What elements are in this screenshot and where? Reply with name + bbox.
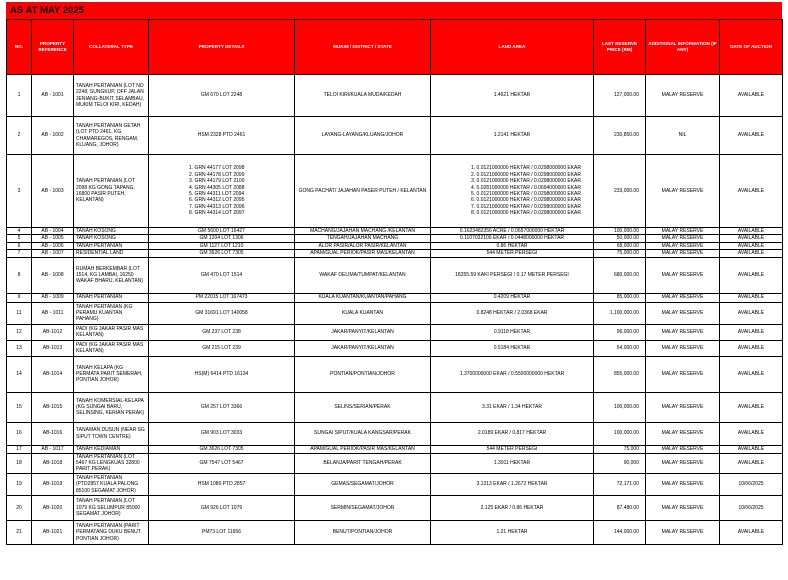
- property-details-line: GM 237 LOT 238: [202, 328, 241, 335]
- land-area-line: 0.86 HEKTAR: [496, 242, 528, 249]
- cell-mukim-district-state: SUNGAI SIPUT/KUALA KANGSAR/PERAK: [295, 422, 431, 445]
- cell-land-area: [431, 235, 594, 242]
- cell-no: 12: [7, 324, 32, 340]
- property-details-line: GM 31691 LOT 140058: [195, 309, 248, 316]
- table-row: [7, 324, 783, 340]
- land-area-line: 0.9118 HEKTAR: [493, 328, 531, 335]
- cell-no: 16: [7, 422, 32, 445]
- property-details-line: GM 470 LOT 1514: [200, 271, 243, 278]
- property-details-line: GM 3626 LOT 7305: [199, 250, 244, 257]
- cell-property-details: [149, 293, 295, 302]
- cell-date-of-auction: AVAILABLE: [720, 392, 783, 422]
- cell-collateral-type: PADI (KG JAKAR PASIR MAS KELANTAN): [74, 340, 149, 356]
- cell-property-details: [149, 155, 295, 228]
- cell-last-reserve-price: 75,000.00: [594, 250, 646, 257]
- cell-date-of-auction: AVAILABLE: [720, 302, 783, 324]
- cell-property-details: [149, 117, 295, 155]
- cell-mukim-district-state: APAM/GUAL PERIOK/PASIR MAS/KELANTAN: [295, 250, 431, 257]
- cell-additional-information: MALAY RESERVE: [646, 235, 720, 242]
- property-details-line: GM 926 LOT 1079: [200, 504, 243, 511]
- land-area-line: 1.2141 HEKTAR: [493, 132, 531, 139]
- property-details-line: 2. GRN 44178 LOT 2099: [189, 171, 245, 178]
- cell-collateral-type: TANAH PERTANIAN (LOT 5467 KG LENGKUAS 32800 PARIT PERAK): [74, 453, 149, 473]
- cell-property-reference: AB - 1017: [32, 445, 74, 453]
- cell-date-of-auction: AVAILABLE: [720, 117, 783, 155]
- cell-last-reserve-price: 100,000.00: [594, 422, 646, 445]
- land-area-line: 1. 0.0121000000 HEKTAR / 0.0298000000 EKAR: [471, 165, 581, 172]
- cell-collateral-type: TANAH KOSONG: [74, 228, 149, 235]
- cell-date-of-auction: AVAILABLE: [720, 445, 783, 453]
- cell-additional-information: MALAY RESERVE: [646, 75, 720, 117]
- cell-last-reserve-price: 68,000.00: [594, 242, 646, 249]
- cell-land-area: [431, 495, 594, 520]
- cell-collateral-type: TANAH KOSONG: [74, 235, 149, 242]
- property-details-line: 1. GRN 44177 LOT 2098: [189, 165, 245, 172]
- property-details-line: GM 670 LOT 2248: [200, 92, 243, 99]
- cell-mukim-district-state: JAKAR/PANYIT/KELANTAN: [295, 324, 431, 340]
- cell-last-reserve-price: 50,000.00: [594, 235, 646, 242]
- cell-land-area: [431, 75, 594, 117]
- table-row: [7, 473, 783, 495]
- cell-no: 5: [7, 235, 32, 242]
- cell-additional-information: MALAY RESERVE: [646, 445, 720, 453]
- property-details-line: 8. GRN 44314 LOT 2097: [189, 210, 245, 217]
- cell-land-area: [431, 324, 594, 340]
- cell-property-reference: AB - 1006: [32, 242, 74, 249]
- cell-mukim-district-state: GEMAS/SEGAMAT/JOHOR: [295, 473, 431, 495]
- cell-date-of-auction: AVAILABLE: [720, 75, 783, 117]
- table-row: [7, 75, 783, 117]
- header-no: NO.: [7, 20, 32, 75]
- cell-land-area: [431, 356, 594, 392]
- cell-additional-information: MALAY RESERVE: [646, 228, 720, 235]
- cell-property-reference: AB-1019: [32, 473, 74, 495]
- land-area-line: 0.1623482356 ACRE / 0.0657000000 HEKTAR: [459, 228, 565, 234]
- cell-collateral-type: RUMAH BERKEMBAR (LOT 1514, KG LAMBAI, 16250 WAKAF BHARU, KELANTAN): [74, 257, 149, 293]
- cell-collateral-type: TANAH KOMERSIAL-KELAPA (KG SUNGAI BARU, SELINSING, KERIAN PERAK): [74, 392, 149, 422]
- cell-mukim-district-state: APAM/GUAL PERIOK/PASIR MAS/KELANTAN: [295, 445, 431, 453]
- property-details-line: GM 257 LOT 3366: [200, 403, 243, 410]
- cell-property-details: [149, 473, 295, 495]
- cell-additional-information: MALAY RESERVE: [646, 155, 720, 228]
- header-mukim-district-state: MUKIM / DISTRICT / STATE: [295, 20, 431, 75]
- cell-date-of-auction: AVAILABLE: [720, 356, 783, 392]
- cell-additional-information: MALAY RESERVE: [646, 293, 720, 302]
- cell-mukim-district-state: TENGAH/JAJAHAN MACHANG: [295, 235, 431, 242]
- cell-property-reference: AB-1015: [32, 392, 74, 422]
- cell-property-details: [149, 302, 295, 324]
- cell-property-reference: AB-1014: [32, 356, 74, 392]
- cell-property-details: [149, 422, 295, 445]
- cell-mukim-district-state: WAKAF DELIMA/TUMPAT/KELANTAN: [295, 257, 431, 293]
- cell-property-reference: AB-1012: [32, 324, 74, 340]
- cell-date-of-auction: AVAILABLE: [720, 520, 783, 544]
- cell-land-area: [431, 520, 594, 544]
- cell-mukim-district-state: TELOI KIRI/KUALA MUDA/KEDAH: [295, 75, 431, 117]
- table-row: [7, 228, 783, 235]
- cell-property-reference: AB-1020: [32, 495, 74, 520]
- cell-last-reserve-price: 54,000.00: [594, 340, 646, 356]
- cell-property-details: [149, 356, 295, 392]
- cell-no: 2: [7, 117, 32, 155]
- cell-property-reference: AB - 1005: [32, 235, 74, 242]
- cell-mukim-district-state: PONTIAN/PONTIAN/JOHOR: [295, 356, 431, 392]
- cell-additional-information: MALAY RESERVE: [646, 340, 720, 356]
- cell-mukim-district-state: KUALA KUANTAN: [295, 302, 431, 324]
- land-area-line: 6. 0.0121000000 HEKTAR / 0.0298000000 EKAR: [471, 197, 581, 204]
- cell-last-reserve-price: 90,000: [594, 453, 646, 473]
- cell-land-area: [431, 250, 594, 257]
- table-row: [7, 495, 783, 520]
- cell-mukim-district-state: GONG PACHAT/ JAJAHAN PASER PUTEH / KELANTAN: [295, 155, 431, 228]
- land-area-line: 1.21 HEKTAR: [496, 529, 528, 536]
- cell-collateral-type: TANAH PERTANIAN: [74, 242, 149, 249]
- cell-mukim-district-state: SELINS/SERIAN/PERAK: [295, 392, 431, 422]
- table-row: [7, 340, 783, 356]
- table-body: [7, 75, 783, 545]
- cell-additional-information: MALAY RESERVE: [646, 495, 720, 520]
- cell-additional-information: MALAY RESERVE: [646, 250, 720, 257]
- cell-property-reference: AB - 1001: [32, 75, 74, 117]
- cell-collateral-type: TANAH PERTANIAN (LOT 2098 KG GONG TAPANG, 16800 PASIR PUTEH, KELANTAN): [74, 155, 149, 228]
- cell-additional-information: NIL: [646, 117, 720, 155]
- header-land-area: LAND AREA: [431, 20, 594, 75]
- cell-additional-information: MALAY RESERVE: [646, 520, 720, 544]
- cell-date-of-auction: 10/06/2025: [720, 495, 783, 520]
- cell-no: 18: [7, 453, 32, 473]
- table-row: [7, 445, 783, 453]
- table-row: [7, 392, 783, 422]
- cell-property-reference: AB-1013: [32, 340, 74, 356]
- cell-last-reserve-price: 127,000.00: [594, 75, 646, 117]
- cell-date-of-auction: 10/06/2025: [720, 473, 783, 495]
- property-details-line: GM 215 LOT 239: [202, 344, 241, 351]
- cell-last-reserve-price: 230,850.00: [594, 117, 646, 155]
- property-details-line: HSM 2328 PTD 2461: [197, 132, 246, 139]
- cell-mukim-district-state: JAKAR/PANYIT/KELANTAN: [295, 340, 431, 356]
- cell-last-reserve-price: 75,000: [594, 445, 646, 453]
- cell-date-of-auction: AVAILABLE: [720, 242, 783, 249]
- property-details-line: GM 903 LOT 3033: [200, 430, 243, 437]
- land-area-line: 1.4621 HEKTAR: [493, 92, 531, 99]
- cell-last-reserve-price: 100,000.00: [594, 228, 646, 235]
- cell-property-details: [149, 75, 295, 117]
- header-property-details: PROPERTY DETAILS: [149, 20, 295, 75]
- cell-property-details: [149, 242, 295, 249]
- cell-property-details: [149, 495, 295, 520]
- property-details-line: GM 3626 LOT 7305: [199, 445, 244, 452]
- cell-collateral-type: TANAH PERTANIAN GETAH (LOT PTD 2461, KG CHAMAREGOS, RENGAM, KLUANG, JOHOR): [74, 117, 149, 155]
- land-area-line: 2.125 EKAR / 0.86 HEKTAR: [480, 504, 544, 511]
- property-details-line: 4. GRN 44305 LOT 2088: [189, 184, 245, 191]
- property-details-line: GM 1204 LOT 1306: [199, 235, 244, 242]
- table-row: [7, 235, 783, 242]
- cell-no: 11: [7, 302, 32, 324]
- land-area-line: 0.5184 HEKTAR: [493, 344, 531, 351]
- cell-property-details: [149, 453, 295, 473]
- cell-date-of-auction: AVAILABLE: [720, 340, 783, 356]
- cell-property-details: [149, 250, 295, 257]
- cell-collateral-type: RESIDENTIAL LAND: [74, 250, 149, 257]
- cell-date-of-auction: AVAILABLE: [720, 257, 783, 293]
- cell-mukim-district-state: SERMIN/SEGAMAT/JOHOR: [295, 495, 431, 520]
- cell-mukim-district-state: KUALA KUANTAN/KUANTAN/PAHANG: [295, 293, 431, 302]
- cell-collateral-type: TANAH PERTANIAN (PARIT PERMATANG DUKU BENUT PONTIAN JOHOR): [74, 520, 149, 544]
- cell-date-of-auction: AVAILABLE: [720, 422, 783, 445]
- cell-last-reserve-price: 96,000.00: [594, 324, 646, 340]
- header-last-reserve-price: LAST RESERVE PRICE (RM): [594, 20, 646, 75]
- table-header-row: [7, 20, 783, 75]
- land-area-line: 0.1107032109 EKAR / 0.0448000000 HEKTAR: [459, 235, 565, 242]
- cell-property-details: [149, 324, 295, 340]
- land-area-line: 1.3911 HEKTAR: [493, 460, 531, 467]
- cell-collateral-type: TANAH PERTANIAN (LOT 1079 KG SELUMPUR 85000 SEGAMAT JOHOR): [74, 495, 149, 520]
- cell-collateral-type: TANAH PERTANIAN (KG PERAMU KUANTAN PAHANG): [74, 302, 149, 324]
- cell-no: 21: [7, 520, 32, 544]
- cell-property-reference: AB-1021: [32, 520, 74, 544]
- cell-date-of-auction: AVAILABLE: [720, 324, 783, 340]
- cell-collateral-type: PADI (KG JAKAR PASIR MAS KELANTAN): [74, 324, 149, 340]
- header-property-reference: PROPERTY REFERENCE: [32, 20, 74, 75]
- cell-no: 7: [7, 250, 32, 257]
- cell-collateral-type: TANAH KELAPA (KG PERMATA PARIT SEMERAH, PONTIAN JOHOR): [74, 356, 149, 392]
- cell-mukim-district-state: BENUT/PONTIAN/JOHOR: [295, 520, 431, 544]
- cell-property-reference: AB - 1004: [32, 228, 74, 235]
- cell-no: 17: [7, 445, 32, 453]
- land-area-line: 4. 0.0281000000 HEKTAR / 0.0694000000 EKAR: [471, 184, 581, 191]
- table-row: [7, 293, 783, 302]
- property-details-line: HSM 1080 PTD 2857: [197, 481, 246, 488]
- cell-no: 8: [7, 257, 32, 293]
- property-details-line: 3. GRN 44179 LOT 2100: [189, 178, 245, 185]
- cell-no: 4: [7, 228, 32, 235]
- table-row: [7, 250, 783, 257]
- cell-no: 3: [7, 155, 32, 228]
- property-details-line: GM 5600 LOT 16427: [198, 228, 245, 234]
- cell-last-reserve-price: 87,480.00: [594, 495, 646, 520]
- cell-property-details: [149, 228, 295, 235]
- cell-additional-information: MALAY RESERVE: [646, 242, 720, 249]
- cell-date-of-auction: AVAILABLE: [720, 235, 783, 242]
- cell-mukim-district-state: BELANJA/PARIT TENGAH/PERAK: [295, 453, 431, 473]
- cell-last-reserve-price: 855,000.00: [594, 356, 646, 392]
- cell-property-details: [149, 520, 295, 544]
- cell-property-details: [149, 445, 295, 453]
- cell-collateral-type: TANAH PERTANIAN (LOT NO 2248, SUNGKUP, OFF JALAN JENIANG-BUKIT SELAMBAU, MUKIM TELOI KIRI, KEDAH): [74, 75, 149, 117]
- property-details-line: 7. GRN 44313 LOT 2096: [189, 203, 245, 210]
- cell-additional-information: MALAY RESERVE: [646, 473, 720, 495]
- property-details-line: 5. GRN 44311 LOT 2094: [189, 191, 245, 197]
- table-row: [7, 520, 783, 544]
- land-area-line: 0.8248 HEKTAR / 2.0368 EKAR: [476, 309, 548, 316]
- cell-no: 9: [7, 293, 32, 302]
- property-details-line: 6. GRN 44312 LOT 2095: [189, 197, 245, 204]
- land-area-line: 2. 0.0121000000 HEKTAR / 0.0298000000 EKAR: [471, 171, 581, 178]
- cell-property-reference: AB - 1009: [32, 293, 74, 302]
- cell-no: 19: [7, 473, 32, 495]
- land-area-line: 3.1313 EKAR / 1.2672 HEKTAR: [476, 481, 548, 488]
- cell-land-area: [431, 302, 594, 324]
- cell-land-area: [431, 117, 594, 155]
- table-row: [7, 242, 783, 249]
- cell-last-reserve-price: 233,000.00: [594, 155, 646, 228]
- cell-collateral-type: TANAH KEDIAMAN: [74, 445, 149, 453]
- header-collateral-type: COLLATERAL TYPE: [74, 20, 149, 75]
- cell-no: 15: [7, 392, 32, 422]
- property-details-line: PM73 LOT 11656: [201, 529, 241, 536]
- land-area-line: 8. 0.0121000000 HEKTAR / 0.0298000000 EKAR: [471, 210, 581, 217]
- cell-land-area: [431, 473, 594, 495]
- cell-land-area: [431, 242, 594, 249]
- cell-collateral-type: TANAMAN DUSUN (NEAR SG SIPUT TOWN CENTRE): [74, 422, 149, 445]
- property-details-line: GM 7547 LOT 5467: [199, 460, 244, 467]
- cell-additional-information: MALAY RESERVE: [646, 324, 720, 340]
- cell-land-area: [431, 392, 594, 422]
- table-row: [7, 302, 783, 324]
- cell-last-reserve-price: 1,100,000.00: [594, 302, 646, 324]
- cell-last-reserve-price: 100,000.00: [594, 392, 646, 422]
- cell-property-reference: AB - 1011: [32, 302, 74, 324]
- land-area-line: 1.3700000000 EKAR / 0.5500000000 HEKTAR: [459, 370, 565, 377]
- cell-no: 13: [7, 340, 32, 356]
- cell-date-of-auction: AVAILABLE: [720, 293, 783, 302]
- land-area-line: 0.4209 HEKTAR: [493, 294, 531, 301]
- cell-mukim-district-state: LAYANG-LAYANG/KLUANG/JOHOR: [295, 117, 431, 155]
- table-row: [7, 356, 783, 392]
- cell-property-details: [149, 340, 295, 356]
- cell-property-reference: AB - 1003: [32, 155, 74, 228]
- cell-property-details: [149, 257, 295, 293]
- cell-additional-information: MALAY RESERVE: [646, 356, 720, 392]
- cell-land-area: [431, 340, 594, 356]
- cell-additional-information: MALAY RESERVE: [646, 422, 720, 445]
- cell-no: 1: [7, 75, 32, 117]
- land-area-line: 3. 0.0121000000 HEKTAR / 0.0298000000 EKAR: [471, 178, 581, 185]
- table-row: [7, 453, 783, 473]
- cell-collateral-type: TANAH PERTANIAN: [74, 293, 149, 302]
- cell-land-area: [431, 445, 594, 453]
- cell-collateral-type: TANAH PERTANIAN (PTD2857 KUALA PALONG 85100 SEGAMAT JOHOR): [74, 473, 149, 495]
- cell-date-of-auction: AVAILABLE: [720, 228, 783, 235]
- land-area-line: 3.31 EKAR / 1.34 HEKTAR: [482, 403, 542, 410]
- land-area-line: 544 METER PERSEGI: [486, 250, 538, 257]
- cell-last-reserve-price: 72,171.00: [594, 473, 646, 495]
- cell-property-details: [149, 235, 295, 242]
- table-row: [7, 257, 783, 293]
- cell-last-reserve-price: 680,000.00: [594, 257, 646, 293]
- land-area-line: 544 METER PERSEGI: [486, 445, 538, 452]
- property-details-line: PM 22015 LOT 167473: [195, 294, 248, 301]
- cell-additional-information: MALAY RESERVE: [646, 392, 720, 422]
- table-row: [7, 422, 783, 445]
- header-date-of-auction: DATE OF AUCTION: [720, 20, 783, 75]
- cell-land-area: [431, 293, 594, 302]
- cell-property-reference: AB - 1007: [32, 250, 74, 257]
- cell-mukim-district-state: ALOR PASIR/ALOR PASIR/KELANTAN: [295, 242, 431, 249]
- cell-property-details: [149, 392, 295, 422]
- cell-property-reference: AB - 1002: [32, 117, 74, 155]
- cell-date-of-auction: AVAILABLE: [720, 250, 783, 257]
- cell-property-reference: AB - 1008: [32, 257, 74, 293]
- cell-last-reserve-price: 144,000.00: [594, 520, 646, 544]
- property-details-line: HS(M) 6414 PTD 16134: [194, 370, 249, 377]
- table-row: [7, 155, 783, 228]
- cell-additional-information: MALAY RESERVE: [646, 257, 720, 293]
- land-area-line: 18255.59 KAKI PERSEGI / 0.17 METER PERSEGI: [455, 271, 569, 278]
- property-table: [6, 19, 783, 545]
- cell-land-area: [431, 422, 594, 445]
- cell-land-area: [431, 155, 594, 228]
- cell-last-reserve-price: 85,000.00: [594, 293, 646, 302]
- cell-no: 6: [7, 242, 32, 249]
- header-additional-information: ADDITIONAL INFORMATION (IF ANY): [646, 20, 720, 75]
- cell-no: 14: [7, 356, 32, 392]
- cell-land-area: [431, 228, 594, 235]
- cell-property-reference: AB-1016: [32, 422, 74, 445]
- cell-no: 20: [7, 495, 32, 520]
- property-details-line: GM 1127 LOT 1210: [199, 242, 244, 249]
- table-row: [7, 117, 783, 155]
- cell-additional-information: MALAY RESERVE: [646, 302, 720, 324]
- cell-date-of-auction: AVAILABLE: [720, 155, 783, 228]
- land-area-line: 5. 0.0121000000 HEKTAR / 0.0298000000 EKAR: [471, 191, 581, 197]
- cell-land-area: [431, 257, 594, 293]
- cell-mukim-district-state: MACHANG/JAJAHAN MACHANG /KELANTAN: [295, 228, 431, 235]
- cell-property-reference: AB-1018: [32, 453, 74, 473]
- cell-additional-information: MALAY RESERVE: [646, 453, 720, 473]
- cell-date-of-auction: AVAILABLE: [720, 453, 783, 473]
- page-title: AS AT MAY 2025: [6, 2, 782, 19]
- cell-land-area: [431, 453, 594, 473]
- land-area-line: 2.0189 EKAR / 0.817 HEKTAR: [477, 430, 547, 437]
- land-area-line: 7. 0.0121000000 HEKTAR / 0.0298000000 EKAR: [471, 203, 581, 210]
